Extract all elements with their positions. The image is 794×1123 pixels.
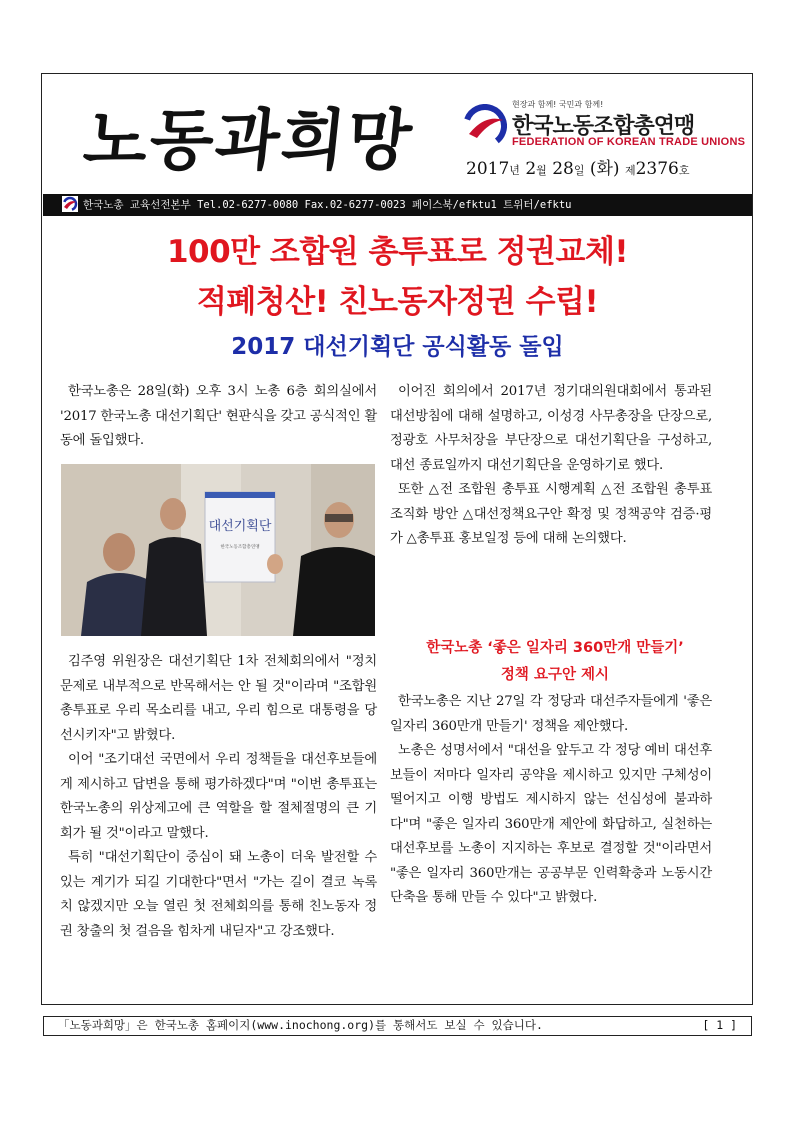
issue-month-unit: 월 <box>536 164 547 177</box>
page-footer <box>43 1016 752 1036</box>
section2-title-line-1: 한국노총 ‘좋은 일자리 360만개 만들기’ <box>426 640 684 656</box>
org-name-korean: 한국노동조합총연맹 <box>512 114 695 139</box>
issue-day: 28 <box>552 159 574 179</box>
paragraph: 이어진 회의에서 2017년 정기대의원대회에서 통과된 대선방침에 대해 설명하고, 이성경 사무총장을 단장으로, 정광호 사무처장을 부단장으로 대선기획단을 구성하고, 대선 종료일까지 대선기획단을 운영하기로 했다. <box>390 384 712 473</box>
masthead-title: 노동과희망 <box>80 102 417 179</box>
footer-text: 「노동과희망」은 한국노총 홈페이지(www.inochong.org)를 통해서도 보실 수 있습니다. <box>58 1018 543 1032</box>
issue-weekday: (화) <box>589 159 620 179</box>
paragraph: 이어 "조기대선 국면에서 우리 정책들을 대선후보들에게 제시하고 답변을 통해 평가하겠다"며 "이번 총투표는 한국노총의 위상제고에 큰 역할을 할 절체절명의 큰 기회가 될 것"이라고 말했다. <box>60 752 377 841</box>
issue-date <box>466 154 690 179</box>
contact-logo-icon <box>62 196 78 212</box>
photo-scene-icon <box>61 464 375 636</box>
article-col2-bottom <box>390 690 712 911</box>
photo-sign-subtext: 한국노동조합총연맹 <box>220 545 260 550</box>
article-col1-bottom <box>60 650 377 944</box>
article-photo <box>61 464 375 636</box>
paragraph: 한국노총은 지난 27일 각 정당과 대선주자들에게 '좋은 일자리 360만개 만들기' 정책을 제안했다. <box>390 694 712 734</box>
paragraph: 특히 "대선기획단이 중심이 돼 노총이 더욱 발전할 수 있는 계기가 되길 기대한다"면서 "가는 길이 결코 녹록치 않겠지만 오늘 열린 첫 전체회의를 통해 친노동자 정권 창출의 첫 걸음을 힘차게 내딛자"고 강조했다. <box>60 850 377 939</box>
issue-month: 2 <box>525 159 537 179</box>
issue-day-unit: 일 <box>573 164 585 177</box>
contact-bar: 한국노총 교육선전본부 Tel.02-6277-0080 Fax.02-6277-0023 페이스북/efktu1 트위터/efktu <box>43 194 752 216</box>
article-col1-top <box>60 380 377 454</box>
subheadline: 2017 대선기획단 공식활동 돌입 <box>231 334 564 360</box>
issue-year: 2017 <box>466 159 510 179</box>
paragraph: 김주영 위원장은 대선기획단 1차 전체회의에서 "정치문제로 내부적으로 반목해서는 안 될 것"이라며 "조합원 총투표로 우리 목소리를 내고, 우리 힘으로 대통령을 당선시키자"고 밝혔다. <box>60 654 377 743</box>
org-tagline: 현장과 함께! 국민과 함께! <box>512 100 604 109</box>
issue-year-unit: 년 <box>509 164 520 177</box>
issue-number-unit: 호 <box>678 164 690 177</box>
headline-line-2: 적폐청산! 친노동자정권 수립! <box>196 284 599 320</box>
headline-line-1: 100만 조합원 총투표로 정권교체! <box>166 234 629 270</box>
paragraph: 또한 △전 조합원 총투표 시행계획 △전 조합원 총투표 조직화 방안 △대선정책요구안 확정 및 정책공약 검증·평가 △총투표 홍보일정 등에 대해 논의했다. <box>390 482 712 546</box>
org-name-english: FEDERATION OF KOREAN TRADE UNIONS <box>512 136 746 148</box>
paragraph: 노총은 성명서에서 "대선을 앞두고 각 정당 예비 대선후보들이 저마다 일자리 공약을 제시하고 있지만 구체성이 떨어지고 이행 방법도 제시하지 않는 선심성에 불과하다"며 "좋은 일자리 360만개 제안에 화답하고, 실천하는 대선후보를 노총이 지지하는 후보로 결정할 것"이라면서 "좋은 일자리 360만개는 공공부문 인력확충과 노동시간 단축을 통해 만들 수 있다"고 밝혔다. <box>390 743 712 905</box>
article-col2-top <box>390 380 712 552</box>
photo-sign-text: 대선기획단 <box>208 519 272 534</box>
issue-number-prefix: 제 <box>624 164 636 177</box>
page-number: [ 1 ] <box>702 1018 737 1032</box>
ftu-swoosh-logo-icon <box>463 104 507 148</box>
paragraph: 한국노총은 28일(화) 오후 3시 노총 6층 회의실에서 '2017 한국노총 대선기획단' 현판식을 갖고 공식적인 활동에 돌입했다. <box>60 384 378 448</box>
issue-number: 2376 <box>635 159 679 179</box>
section2-title-line-2: 정책 요구안 제시 <box>500 667 610 683</box>
